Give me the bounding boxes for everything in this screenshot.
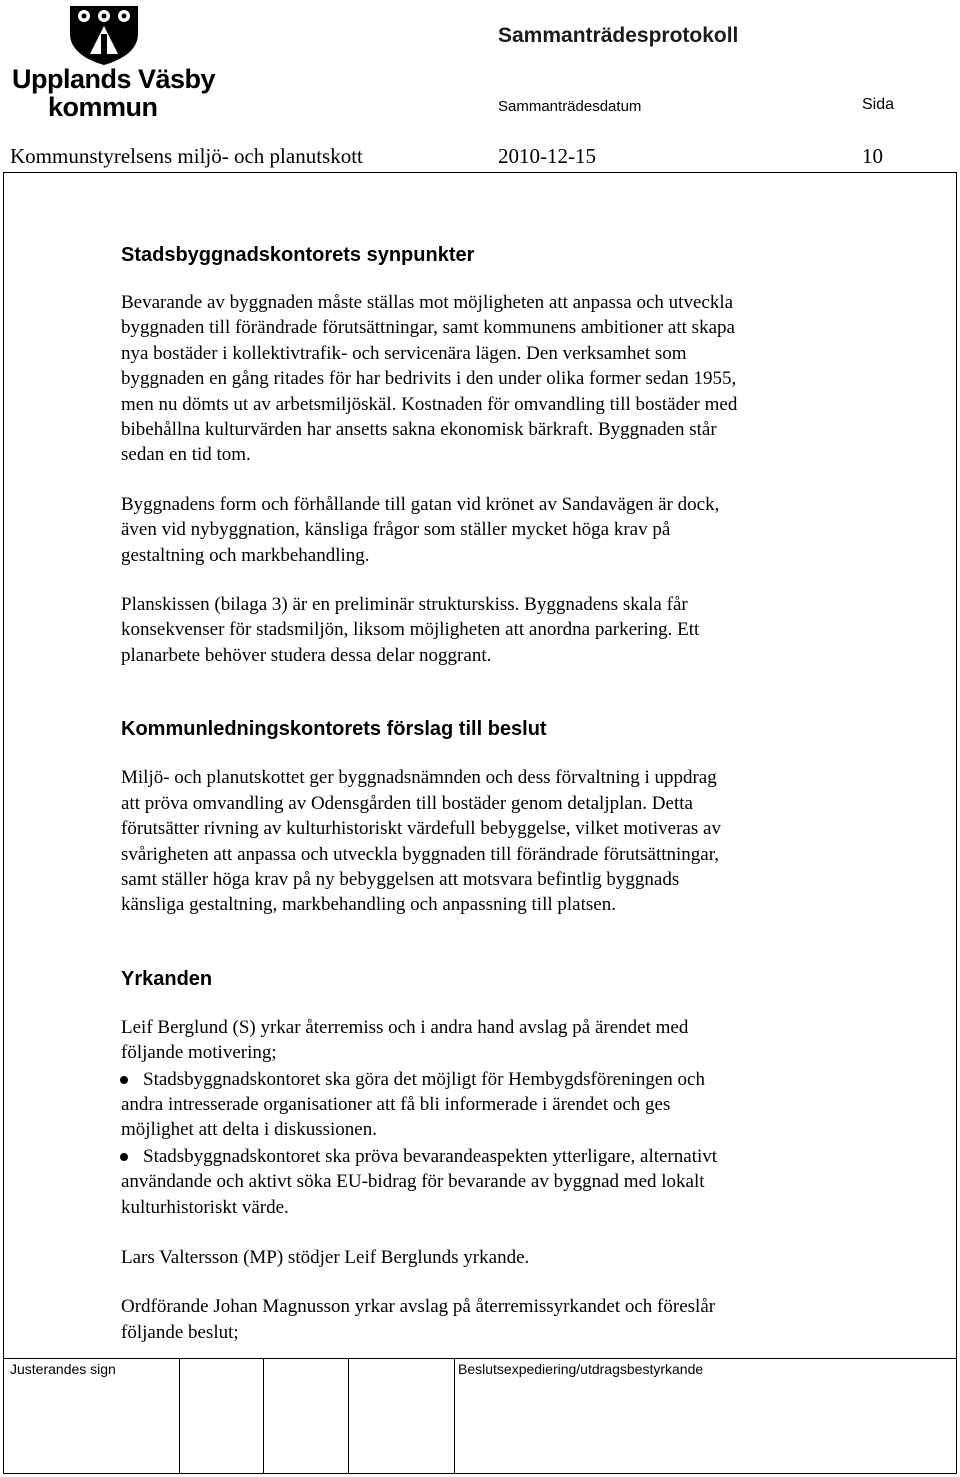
bullet-icon <box>120 1153 128 1161</box>
text-line: Stadsbyggnadskontoret ska göra det möjligt för Hembygdsföreningen och <box>143 1068 705 1090</box>
text-line: andra intresserade organisationer att få bli informerade i ärendet och ges <box>121 1093 671 1115</box>
text-line: känsliga gestaltning, markbehandling och anpassning till platsen. <box>121 894 616 916</box>
text-line: konsekvenser för stadsmiljön, liksom möjligheten att anordna parkering. Ett <box>121 619 700 641</box>
paragraph <box>121 1015 841 1066</box>
committee-name: Kommunstyrelsens miljö- och planutskott <box>10 144 363 168</box>
text-line: möjlighet att delta i diskussionen. <box>121 1119 377 1141</box>
text-line: att pröva omvandling av Odensgården till bostäder genom detaljplan. Detta <box>121 792 693 814</box>
text-line: byggnaden till förändrade förutsättningar, samt kommunens ambitioner att skapa <box>121 317 735 339</box>
footer-cell-divider <box>348 1358 349 1474</box>
bullet-icon <box>120 1076 128 1084</box>
meeting-date: 2010-12-15 <box>498 144 596 168</box>
footer-bottom-border <box>3 1473 957 1474</box>
paragraph <box>121 765 841 917</box>
paragraph <box>121 492 841 568</box>
signature-label: Justerandes sign <box>10 1361 116 1377</box>
paragraph <box>121 1294 841 1345</box>
municipality-logo <box>12 4 216 122</box>
header-divider <box>3 172 957 173</box>
text-line: kulturhistoriskt värde. <box>121 1196 289 1218</box>
footer-cell-divider <box>263 1358 264 1474</box>
text-line: nya bostäder i kollektivtrafik- och servicenära lägen. Den verksamhet som <box>121 342 687 364</box>
text-line: gestaltning och markbehandling. <box>121 544 370 566</box>
section-heading: Kommunledningskontorets förslag till beslut <box>121 718 547 741</box>
text-line: Leif Berglund (S) yrkar återremiss och i andra hand avslag på ärendet med <box>121 1016 689 1038</box>
text-line: Lars Valtersson (MP) stödjer Leif Berglunds yrkande. <box>121 1246 530 1268</box>
text-line: användande och aktivt söka EU-bidrag för bevarande av byggnad med lokalt <box>121 1171 705 1193</box>
logo-kommun-text: kommun <box>48 92 158 122</box>
date-label: Sammanträdesdatum <box>498 98 642 115</box>
list-item <box>121 1144 841 1220</box>
text-line: även vid nybyggnation, känsliga frågor som ställer mycket höga krav på <box>121 519 671 541</box>
text-line: svårigheten att anpassa och utveckla byggnaden till förändrade förutsättningar, <box>121 843 720 865</box>
footer-cell-divider <box>454 1358 455 1474</box>
coat-of-arms-icon <box>68 4 140 66</box>
text-line: byggnaden en gång ritades för har bedrivits i den under olika former sedan 1955, <box>121 368 737 390</box>
page-label: Sida <box>862 96 895 113</box>
certification-label: Beslutsexpediering/utdragsbestyrkande <box>458 1361 704 1377</box>
paragraph <box>121 1245 841 1270</box>
text-line: följande motivering; <box>121 1042 277 1064</box>
logo-wordmark: Upplands Väsby <box>12 64 216 94</box>
text-line: Byggnadens form och förhållande till gatan vid krönet av Sandavägen är dock, <box>121 493 720 515</box>
text-line: planarbete behöver studera dessa delar noggrant. <box>121 644 492 666</box>
section-heading: Stadsbyggnadskontorets synpunkter <box>121 244 475 266</box>
text-line: förutsätter rivning av kulturhistoriskt värdefull bebyggelse, vilket motiveras av <box>121 818 721 840</box>
text-line: följande beslut; <box>121 1321 239 1343</box>
section-heading: Yrkanden <box>121 967 213 990</box>
page-number: 10 <box>862 144 883 168</box>
text-line: Stadsbyggnadskontoret ska pröva bevarandeaspekten ytterligare, alternativt <box>143 1145 718 1167</box>
text-line: samt ställer höga krav på ny bebyggelsen att motsvara befintlig byggnads <box>121 868 680 890</box>
document-body <box>121 240 841 1345</box>
motivation-list <box>121 1067 841 1220</box>
footer-cell-divider <box>179 1358 180 1474</box>
text-line: bibehållna kulturvärden har ansetts sakna ekonomisk bärkraft. Byggnaden står <box>121 419 717 441</box>
frame-left-border <box>3 172 4 1474</box>
list-item <box>121 1067 841 1143</box>
text-line: Bevarande av byggnaden måste ställas mot möjligheten att anpassa och utveckla <box>121 292 734 313</box>
text-line: Ordförande Johan Magnusson yrkar avslag på återremissyrkandet och föreslår <box>121 1296 716 1318</box>
text-line: men nu dömts ut av arbetsmiljöskäl. Kostnaden för omvandling till bostäder med <box>121 393 738 415</box>
paragraph <box>121 592 841 668</box>
text-line: Miljö- och planutskottet ger byggnadsnämnden och dess förvaltning i uppdrag <box>121 767 717 789</box>
paragraph <box>121 290 841 468</box>
frame-right-border <box>956 172 957 1474</box>
document-title: Sammanträdesprotokoll <box>498 24 739 47</box>
text-line: sedan en tid tom. <box>121 444 251 466</box>
text-line: Planskissen (bilaga 3) är en preliminär strukturskiss. Byggnadens skala får <box>121 594 688 616</box>
footer-divider <box>3 1358 957 1359</box>
